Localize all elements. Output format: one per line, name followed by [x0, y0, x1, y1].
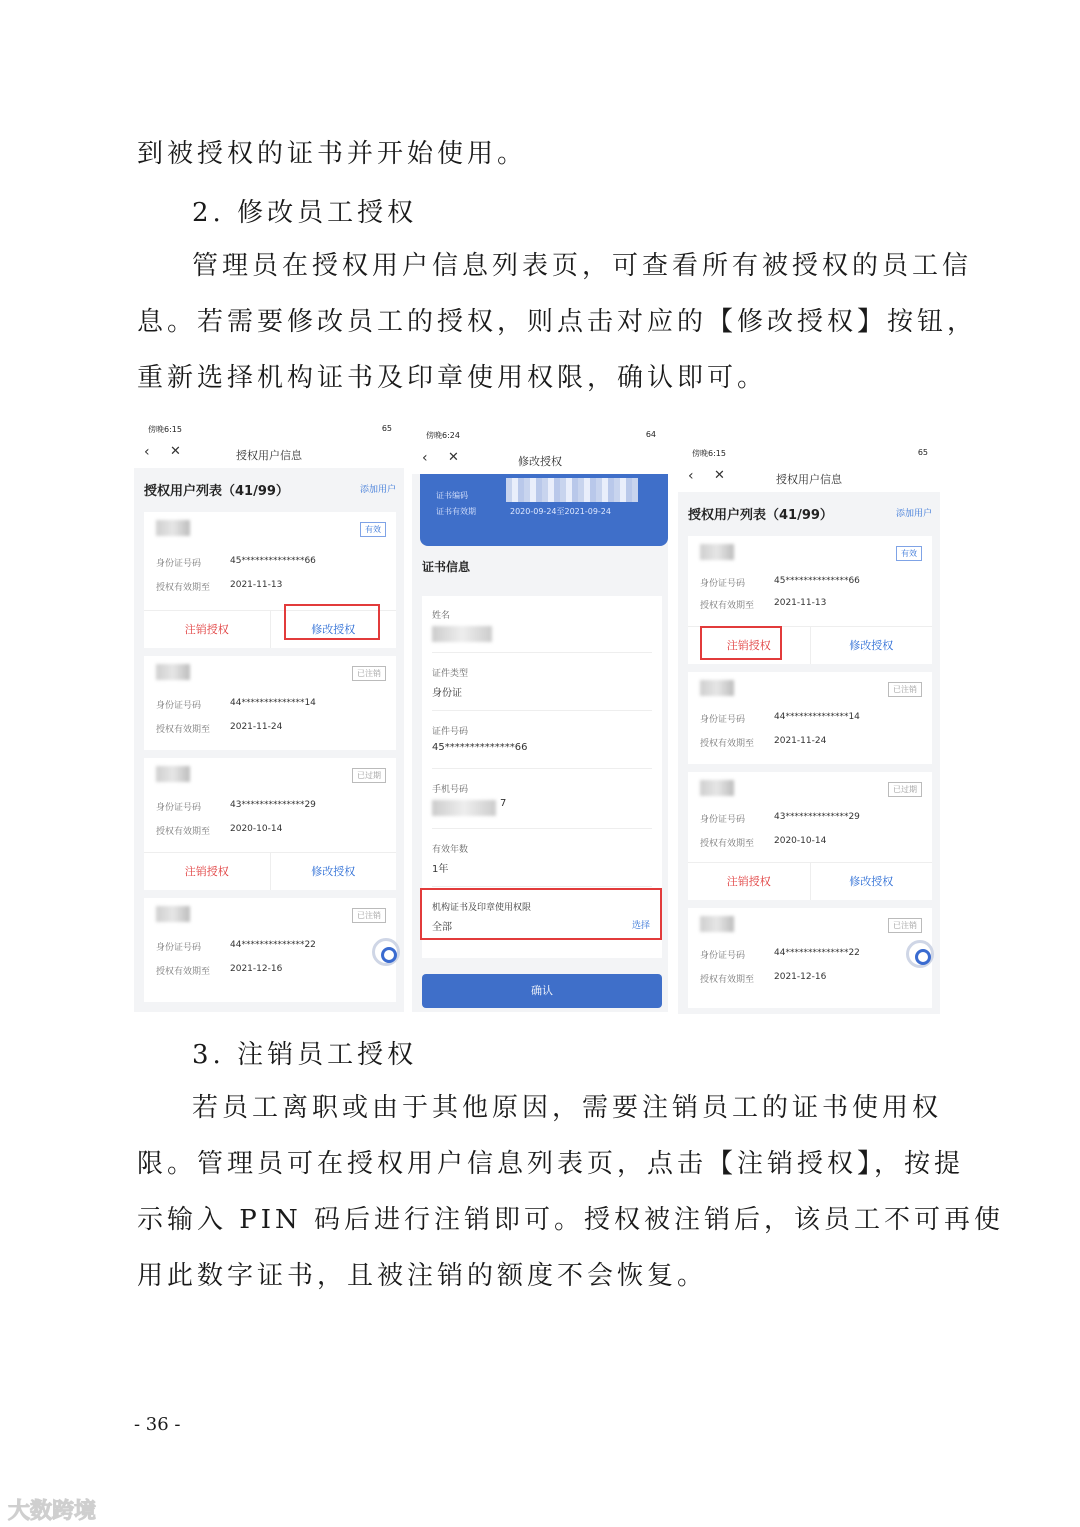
- expiry-value: 2021-11-13: [230, 580, 283, 590]
- cert-code-label: 证书编码: [436, 491, 468, 500]
- paragraph-line: 限。管理员可在授权用户信息列表页，点击【注销授权】，按提: [137, 1149, 965, 1179]
- id-value: 44**************22: [774, 948, 860, 958]
- nav-bar: [134, 440, 404, 468]
- float-service-icon[interactable]: [372, 938, 400, 966]
- avatar: [156, 664, 190, 680]
- nav-bar: [412, 446, 668, 474]
- id-label: 身份证号码: [156, 803, 202, 813]
- cancel-auth-button[interactable]: 注销授权: [144, 611, 271, 648]
- phone-screen-list: [678, 442, 940, 1014]
- id-label: 身份证号码: [700, 715, 746, 725]
- cert-valid-value: 2020-09-24至2021-09-24: [510, 507, 611, 516]
- id-label: 身份证号码: [700, 815, 746, 825]
- highlight-box: [284, 604, 380, 640]
- expiry-value: 2021-12-16: [774, 972, 827, 982]
- name-value-mosaic: [432, 626, 492, 642]
- screenshots-figure: [134, 418, 940, 1014]
- paragraph-line: 示输入 PIN 码后进行注销即可。授权被注销后，该员工不可再使: [137, 1205, 1005, 1235]
- expiry-label: 授权有效期至: [156, 967, 211, 977]
- highlight-box: [420, 888, 662, 940]
- avatar: [700, 680, 734, 696]
- status-badge: 已注销: [352, 666, 386, 681]
- avatar: [700, 544, 734, 560]
- nav-title: 授权用户信息: [776, 473, 842, 486]
- add-user-button[interactable]: 添加用户: [359, 485, 396, 495]
- avatar: [700, 780, 734, 796]
- modify-auth-button[interactable]: 修改授权: [311, 623, 356, 636]
- perm-select-link[interactable]: 选择: [631, 921, 650, 931]
- paragraph-line: 管理员在授权用户信息列表页，可查看所有被授权的员工信: [192, 251, 973, 281]
- paragraph-line: 到被授权的证书并开始使用。: [137, 139, 528, 169]
- id-value: 45**************66: [774, 576, 860, 586]
- perm-label: 机构证书及印章使用权限: [432, 903, 532, 913]
- status-badge: 有效: [360, 522, 386, 537]
- add-user-button[interactable]: 添加用户: [895, 509, 932, 519]
- status-badge: 已注销: [888, 682, 922, 697]
- avatar: [156, 766, 190, 782]
- float-service-icon[interactable]: [906, 940, 934, 968]
- cert-valid-label: 证书有效期: [436, 507, 476, 516]
- status-badge: 已过期: [888, 782, 922, 797]
- status-badge: 有效: [896, 546, 922, 561]
- idno-value: 45**************66: [432, 742, 528, 753]
- id-label: 身份证号码: [156, 943, 202, 953]
- divider: [432, 886, 652, 887]
- idtype-value: 身份证: [432, 688, 462, 699]
- battery-icon: 65: [381, 424, 392, 433]
- status-bar: [678, 442, 940, 464]
- cert-code-mosaic: [506, 478, 638, 502]
- id-value: 44**************14: [774, 712, 860, 722]
- id-label: 身份证号码: [700, 579, 746, 589]
- close-icon[interactable]: ✕: [170, 444, 181, 459]
- status-time: 傍晚6:15: [692, 449, 726, 458]
- phone-screen-edit: [412, 424, 668, 1012]
- avatar: [156, 520, 190, 536]
- status-badge: 已注销: [352, 908, 386, 923]
- id-label: 身份证号码: [156, 701, 202, 711]
- expiry-label: 授权有效期至: [156, 725, 211, 735]
- status-badge: 已过期: [352, 768, 386, 783]
- section-title: 证书信息: [422, 560, 471, 574]
- expiry-label: 授权有效期至: [700, 739, 755, 749]
- expiry-label: 授权有效期至: [156, 583, 211, 593]
- expiry-label: 授权有效期至: [700, 601, 755, 611]
- id-value: 43**************29: [230, 800, 316, 810]
- id-label: 身份证号码: [700, 951, 746, 961]
- divider: [432, 768, 652, 769]
- user-card: [144, 758, 396, 890]
- phone-value-mosaic: [432, 800, 496, 816]
- expiry-label: 授权有效期至: [700, 839, 755, 849]
- years-label: 有效年数: [432, 845, 469, 855]
- watermark: 大数跨境: [8, 1499, 97, 1524]
- divider: [432, 828, 652, 829]
- id-value: 45**************66: [230, 556, 316, 566]
- list-title: 授权用户列表（41/99）: [144, 484, 289, 499]
- close-icon[interactable]: ✕: [448, 450, 459, 465]
- user-card: [688, 772, 932, 900]
- status-badge: 已注销: [888, 918, 922, 933]
- section-heading-modify: 2. 修改员工授权: [192, 198, 418, 228]
- expiry-value: 2020-10-14: [774, 836, 827, 846]
- cancel-auth-button[interactable]: 注销授权: [144, 853, 271, 890]
- nav-title: 修改授权: [518, 455, 562, 468]
- phone-label: 手机号码: [432, 785, 469, 795]
- battery-icon: 65: [917, 448, 928, 457]
- modify-auth-button[interactable]: 修改授权: [849, 639, 894, 652]
- name-label: 姓名: [432, 611, 451, 621]
- phone-value-tail: 7: [500, 798, 507, 809]
- close-icon[interactable]: ✕: [714, 468, 725, 483]
- expiry-value: 2021-11-24: [774, 736, 827, 746]
- status-time: 傍晚6:24: [426, 431, 460, 440]
- status-time: 傍晚6:15: [148, 425, 182, 434]
- expiry-value: 2021-12-16: [230, 964, 283, 974]
- id-label: 身份证号码: [156, 559, 202, 569]
- expiry-value: 2021-11-13: [774, 598, 827, 608]
- back-icon[interactable]: ‹: [144, 444, 150, 460]
- page-number: - 36 -: [134, 1414, 181, 1435]
- user-card: [688, 908, 932, 1008]
- user-card: [144, 656, 396, 750]
- section-heading-cancel: 3. 注销员工授权: [192, 1040, 418, 1070]
- list-header: [134, 468, 404, 508]
- expiry-label: 授权有效期至: [700, 975, 755, 985]
- idtype-label: 证件类型: [432, 669, 469, 679]
- expiry-label: 授权有效期至: [156, 827, 211, 837]
- back-icon[interactable]: ‹: [688, 468, 694, 484]
- phone-screen-list: [134, 418, 404, 1012]
- cancel-auth-button[interactable]: 注销授权: [688, 627, 811, 664]
- battery-icon: 64: [645, 430, 656, 439]
- cert-info-form: [422, 596, 662, 958]
- divider: [432, 652, 652, 653]
- expiry-value: 2020-10-14: [230, 824, 283, 834]
- user-card: [144, 898, 396, 1002]
- id-value: 44**************14: [230, 698, 316, 708]
- divider: [432, 710, 652, 711]
- id-value: 43**************29: [774, 812, 860, 822]
- paragraph-line: 用此数字证书，且被注销的额度不会恢复。: [137, 1261, 708, 1291]
- back-icon[interactable]: ‹: [422, 450, 428, 466]
- cert-header: [420, 474, 668, 546]
- paragraph-line: 若员工离职或由于其他原因，需要注销员工的证书使用权: [192, 1093, 943, 1123]
- list-header: [678, 492, 940, 532]
- nav-bar: [678, 464, 940, 492]
- avatar: [156, 906, 190, 922]
- expiry-value: 2021-11-24: [230, 722, 283, 732]
- highlight-box: [700, 626, 782, 660]
- id-value: 44**************22: [230, 940, 316, 950]
- list-title: 授权用户列表（41/99）: [688, 508, 833, 523]
- cancel-auth-button[interactable]: 注销授权: [688, 863, 811, 900]
- status-bar: [412, 424, 668, 446]
- years-value: 1年: [432, 864, 449, 875]
- nav-title: 授权用户信息: [236, 449, 302, 462]
- paragraph-line: 重新选择机构证书及印章使用权限，确认即可。: [137, 363, 768, 393]
- paragraph-line: 息。若需要修改员工的授权，则点击对应的【修改授权】按钮，: [137, 307, 978, 337]
- user-card: [688, 672, 932, 764]
- idno-label: 证件号码: [432, 727, 469, 737]
- confirm-button[interactable]: 确认: [422, 974, 662, 1008]
- modify-auth-button[interactable]: 修改授权: [311, 865, 356, 878]
- status-bar: [134, 418, 404, 440]
- avatar: [700, 916, 734, 932]
- perm-value: 全部: [432, 922, 452, 933]
- modify-auth-button[interactable]: 修改授权: [849, 875, 894, 888]
